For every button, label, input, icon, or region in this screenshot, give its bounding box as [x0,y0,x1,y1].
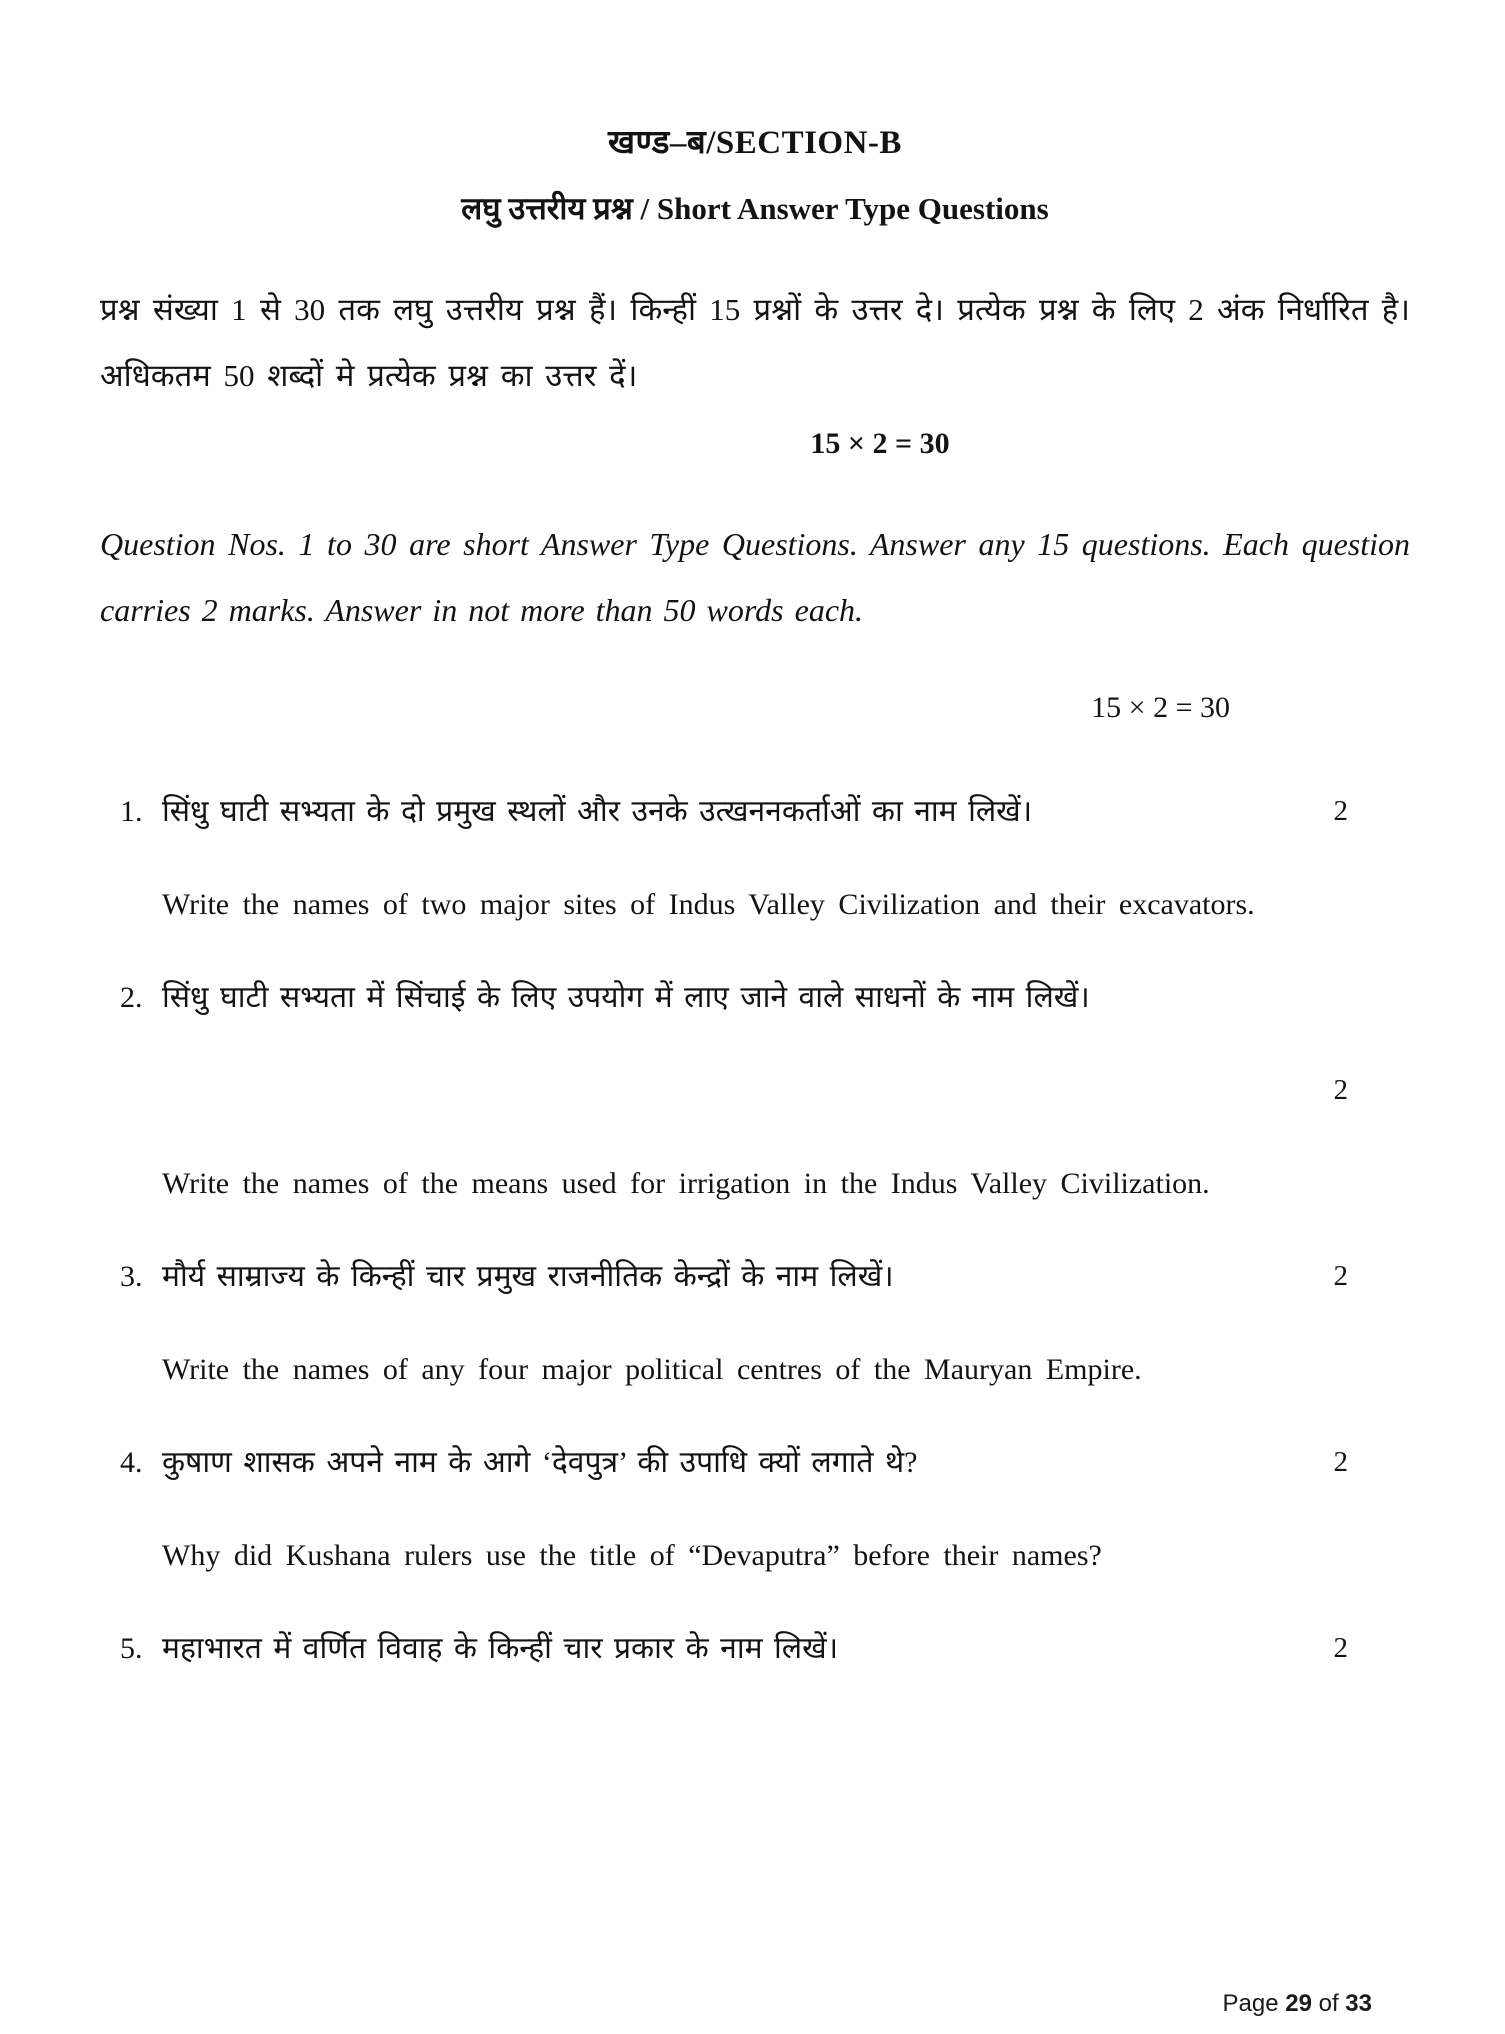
question-number: 5. [120,1632,143,1665]
question-text-hindi: महाभारत में वर्णित विवाह के किन्हीं चार प्रकार के नाम लिखें। [162,1632,839,1665]
page-footer [1223,1990,1373,2018]
marks-scheme-center: 15 × 2 = 30 [810,427,950,460]
page-number-total: 33 [1345,1990,1372,2017]
question-number: 2. [120,981,143,1014]
instructions-english: Question Nos. 1 to 30 are short Answer Type Questions. Answer any 15 questions. Each question carries 2 marks. Answer in not more than 50 words each. [100,526,1410,628]
question-text-english: Why did Kushana rulers use the title of “Devaputra” before their names? [162,1539,1102,1572]
question-marks: 2 [1333,1446,1348,1478]
question-text-english: Write the names of any four major political centres of the Mauryan Empire. [162,1353,1142,1386]
section-subheader: लघु उत्तरीय प्रश्न / Short Answer Type Questions [461,191,1049,226]
question-number: 3. [120,1260,143,1293]
question-marks: 2 [1333,1260,1348,1292]
question-number: 4. [120,1446,143,1479]
question-text-hindi: मौर्य साम्राज्य के किन्हीं चार प्रमुख राजनीतिक केन्द्रों के नाम लिखें। [162,1260,894,1293]
page-footer-prefix: Page [1222,1990,1279,2017]
question-list [100,765,1410,1695]
question-hindi-row [100,951,1410,1044]
question-text-hindi: कुषाण शासक अपने नाम के आगे ‘देवपुत्र’ की उपाधि क्यों लगाते थे? [162,1446,918,1479]
question-hindi-row [100,765,1410,858]
question-item [100,1416,1410,1602]
question-item [100,951,1410,1230]
question-item [100,1230,1410,1416]
question-text-hindi: सिंधु घाटी सभ्यता के दो प्रमुख स्थलों और उनके उत्खननकर्ताओं का नाम लिखें। [162,795,1033,828]
question-hindi-row [100,1602,1410,1695]
marks-scheme-right: 15 × 2 = 30 [1091,691,1230,724]
instructions-hindi: प्रश्न संख्या 1 से 30 तक लघु उत्तरीय प्रश्न हैं। किन्हीं 15 प्रश्नों के उत्तर दे। प्रत्येक प्रश्न के लिए 2 अंक निर्धारित है। अधिकतम 50 शब्दों मे प्रत्येक प्रश्न का उत्तर दें। [100,292,1410,393]
question-hindi-row [100,1230,1410,1323]
page-number-current: 29 [1285,1990,1312,2017]
question-hindi-row [100,1416,1410,1509]
question-item [100,765,1410,951]
question-text-hindi: सिंधु घाटी सभ्यता में सिंचाई के लिए उपयोग में लाए जाने वाले साधनों के नाम लिखें। [162,981,1090,1014]
section-header: खण्ड–ब/SECTION-B [608,125,902,161]
page-footer-separator: of [1318,1990,1339,2017]
question-marks: 2 [1333,1632,1348,1664]
question-number: 1. [120,795,143,828]
question-text-english: Write the names of the means used for irrigation in the Indus Valley Civilization. [162,1167,1210,1200]
question-marks: 2 [1333,1074,1348,1106]
question-item [100,1602,1410,1695]
question-text-english: Write the names of two major sites of Indus Valley Civilization and their excavators. [162,888,1255,921]
question-marks: 2 [1333,795,1348,827]
